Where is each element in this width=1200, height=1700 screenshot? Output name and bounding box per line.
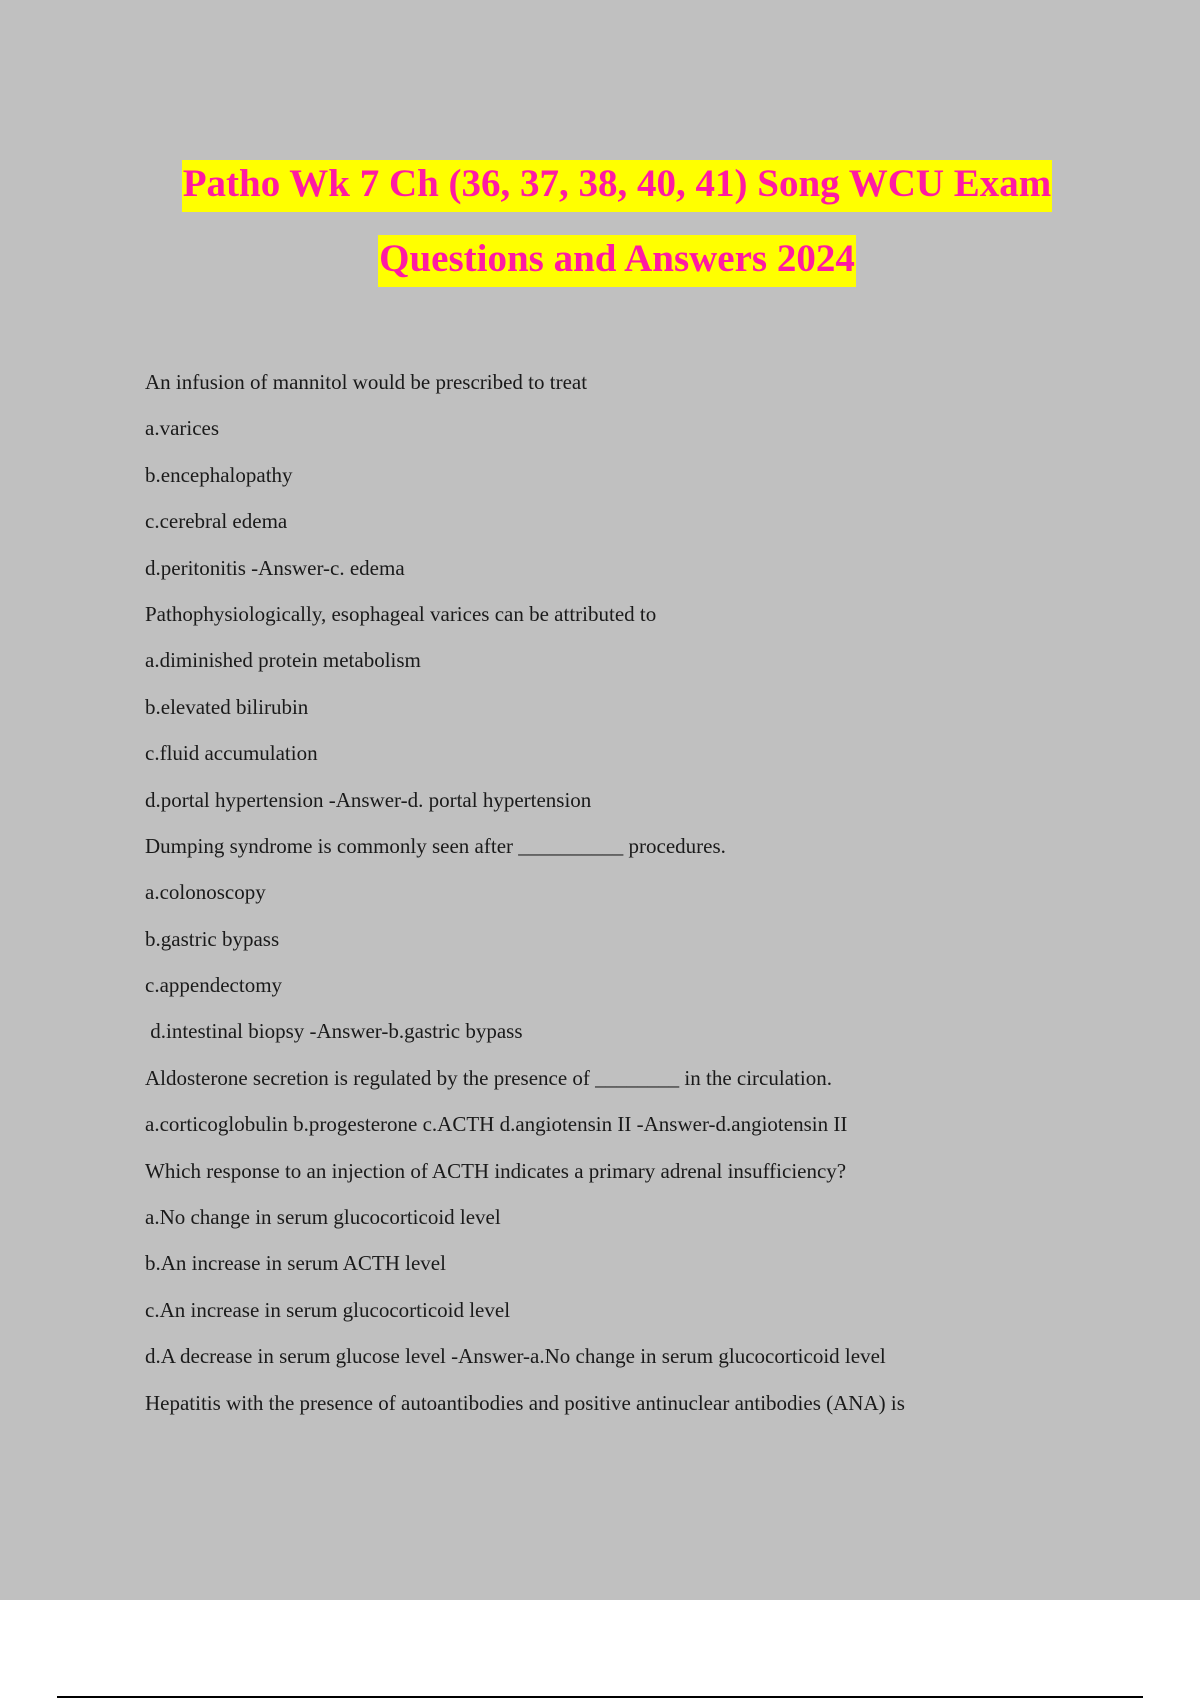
answer-option: c.An increase in serum glucocorticoid level	[145, 1297, 511, 1322]
answer-option: c.fluid accumulation	[145, 741, 318, 766]
question-text: Which response to an injection of ACTH indicates a primary adrenal insufficiency?	[145, 1158, 847, 1183]
title-line-1: Patho Wk 7 Ch (36, 37, 38, 40, 41) Song WCU Exam	[182, 160, 1053, 212]
question-text: Aldosterone secretion is regulated by the presence of ________ in the circulation.	[145, 1065, 832, 1090]
answer-option: a.diminished protein metabolism	[145, 648, 421, 673]
answer-option: b.elevated bilirubin	[145, 694, 309, 719]
answer-option: a.varices	[145, 416, 220, 441]
question-text: Pathophysiologically, esophageal varices can be attributed to	[145, 601, 657, 626]
answer-option-with-key: d.intestinal biopsy -Answer-b.gastric bypass	[145, 1019, 523, 1044]
question-text: An infusion of mannitol would be prescribed to treat	[145, 370, 588, 394]
answer-option: c.appendectomy	[145, 973, 283, 998]
title-line-2: Questions and Answers 2024	[378, 235, 856, 287]
footer-divider	[57, 1696, 1143, 1698]
answer-option: b.An increase in serum ACTH level	[145, 1251, 446, 1276]
question-text: Dumping syndrome is commonly seen after __________ procedures.	[145, 833, 726, 858]
document-title	[0, 160, 1200, 287]
answer-option-with-key: d.peritonitis -Answer-c. edema	[145, 555, 405, 580]
answer-option-with-key: a.corticoglobulin b.progesterone c.ACTH d.angiotensin II -Answer-d.angiotensin II	[145, 1112, 848, 1137]
answer-option-with-key: d.A decrease in serum glucose level -Answer-a.No change in serum glucocorticoid level	[145, 1344, 886, 1369]
question-list	[145, 364, 1095, 1431]
question-text: Hepatitis with the presence of autoantibodies and positive antinuclear antibodies (ANA) is	[145, 1390, 905, 1415]
answer-option: c.cerebral edema	[145, 509, 288, 534]
answer-option-with-key: d.portal hypertension -Answer-d. portal hypertension	[145, 787, 592, 812]
answer-option: b.encephalopathy	[145, 462, 293, 487]
answer-option: a.colonoscopy	[145, 880, 266, 905]
answer-option: b.gastric bypass	[145, 926, 280, 951]
answer-option: a.No change in serum glucocorticoid level	[145, 1205, 501, 1230]
